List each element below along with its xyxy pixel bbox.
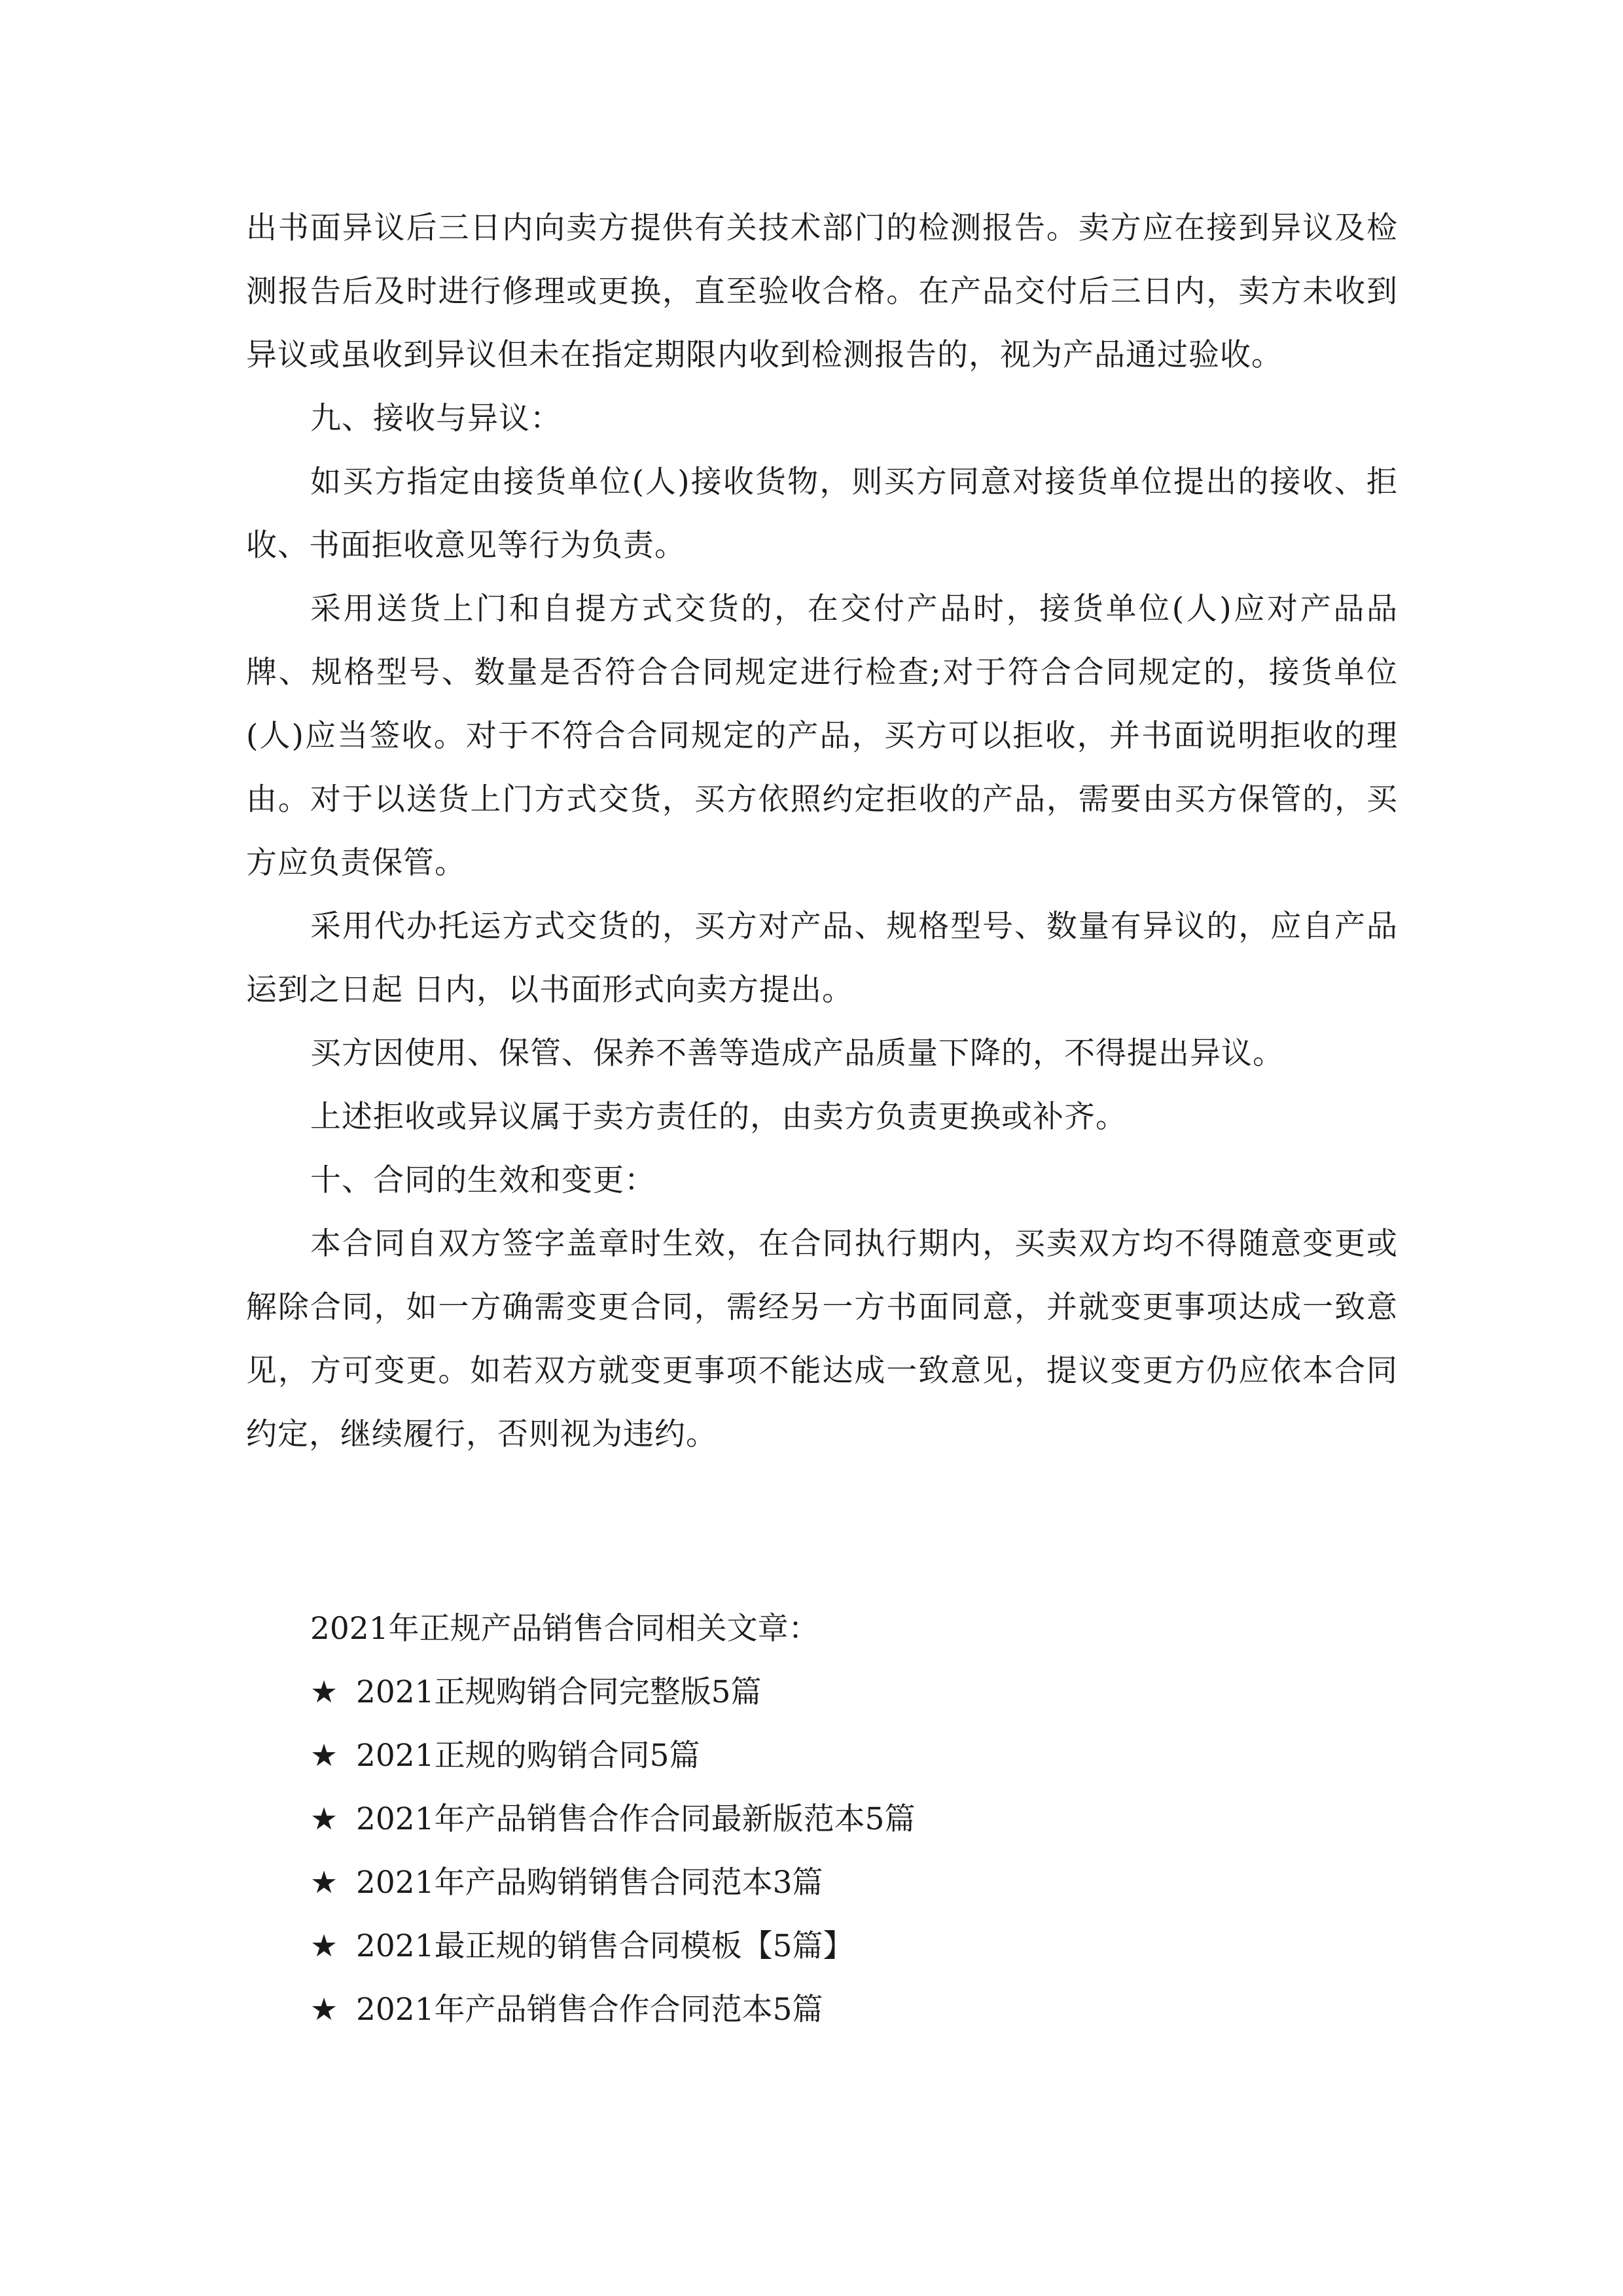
related-article-link[interactable] [310,1978,1397,2041]
star-icon: ★ [310,1928,338,1964]
paragraph: 买方因使用、保管、保养不善等造成产品质量下降的，不得提出异议。 [310,1035,1284,1071]
related-article-link[interactable] [310,1914,1397,1978]
star-icon: ★ [310,1801,338,1837]
related-articles-list [310,1660,1397,2041]
related-article-link[interactable] [310,1851,1397,1914]
paragraph: 采用代办托运方式交货的，买方对产品、规格型号、数量有异议的，应自产品运到之日起 日内，以书面形式向卖方提出。 [246,908,1398,1008]
related-article-title: 2021正规购销合同完整版5篇 [356,1674,762,1710]
related-article-link[interactable] [310,1787,1397,1851]
star-icon: ★ [310,1992,338,2028]
paragraph-continuation: 出书面异议后三日内向卖方提供有关技术部门的检测报告。卖方应在接到异议及检测报告后及时进行修理或更换，直至验收合格。在产品交付后三日内，卖方未收到异议或虽收到异议但未在指定期限内收到检测报告的，视为产品通过验收。 [246,210,1398,373]
star-icon: ★ [310,1738,338,1774]
section-heading-10: 十、合同的生效和变更： [310,1162,656,1198]
related-article-link[interactable] [310,1660,1397,1724]
paragraph: 上述拒收或异议属于卖方责任的，由卖方负责更换或补齐。 [310,1099,1127,1135]
paragraph: 采用送货上门和自提方式交货的，在交付产品时，接货单位(人)应对产品品牌、规格型号、数量是否符合合同规定进行检查;对于符合合同规定的，接货单位(人)应当签收。对于不符合合同规定的产品，买方可以拒收，并书面说明拒收的理由。对于以送货上门方式交货，买方依照约定拒收的产品，需要由买方保管的，买方应负责保管。 [246,591,1398,881]
related-article-title: 2021正规的购销合同5篇 [356,1738,700,1774]
related-articles [310,1597,1397,2041]
contract-body [246,196,1398,1466]
star-icon: ★ [310,1865,338,1901]
paragraph: 如买方指定由接货单位(人)接收货物，则买方同意对接货单位提出的接收、拒收、书面拒收意见等行为负责。 [246,464,1398,564]
section-heading-9: 九、接收与异议： [310,401,562,437]
related-article-title: 2021年产品销售合作合同最新版范本5篇 [356,1801,916,1837]
paragraph: 本合同自双方签字盖章时生效，在合同执行期内，买卖双方均不得随意变更或解除合同，如一方确需变更合同，需经另一方书面同意，并就变更事项达成一致意见，方可变更。如若双方就变更事项不能达成一致意见，提议变更方仍应依本合同约定，继续履行，否则视为违约。 [246,1226,1398,1452]
related-article-title: 2021最正规的销售合同模板【5篇】 [356,1928,854,1964]
star-icon: ★ [310,1674,338,1710]
related-articles-heading: 2021年正规产品销售合同相关文章： [310,1611,819,1647]
related-article-title: 2021年产品购销销售合同范本3篇 [356,1865,823,1901]
related-article-title: 2021年产品销售合作合同范本5篇 [356,1992,823,2028]
related-article-link[interactable] [310,1724,1397,1787]
